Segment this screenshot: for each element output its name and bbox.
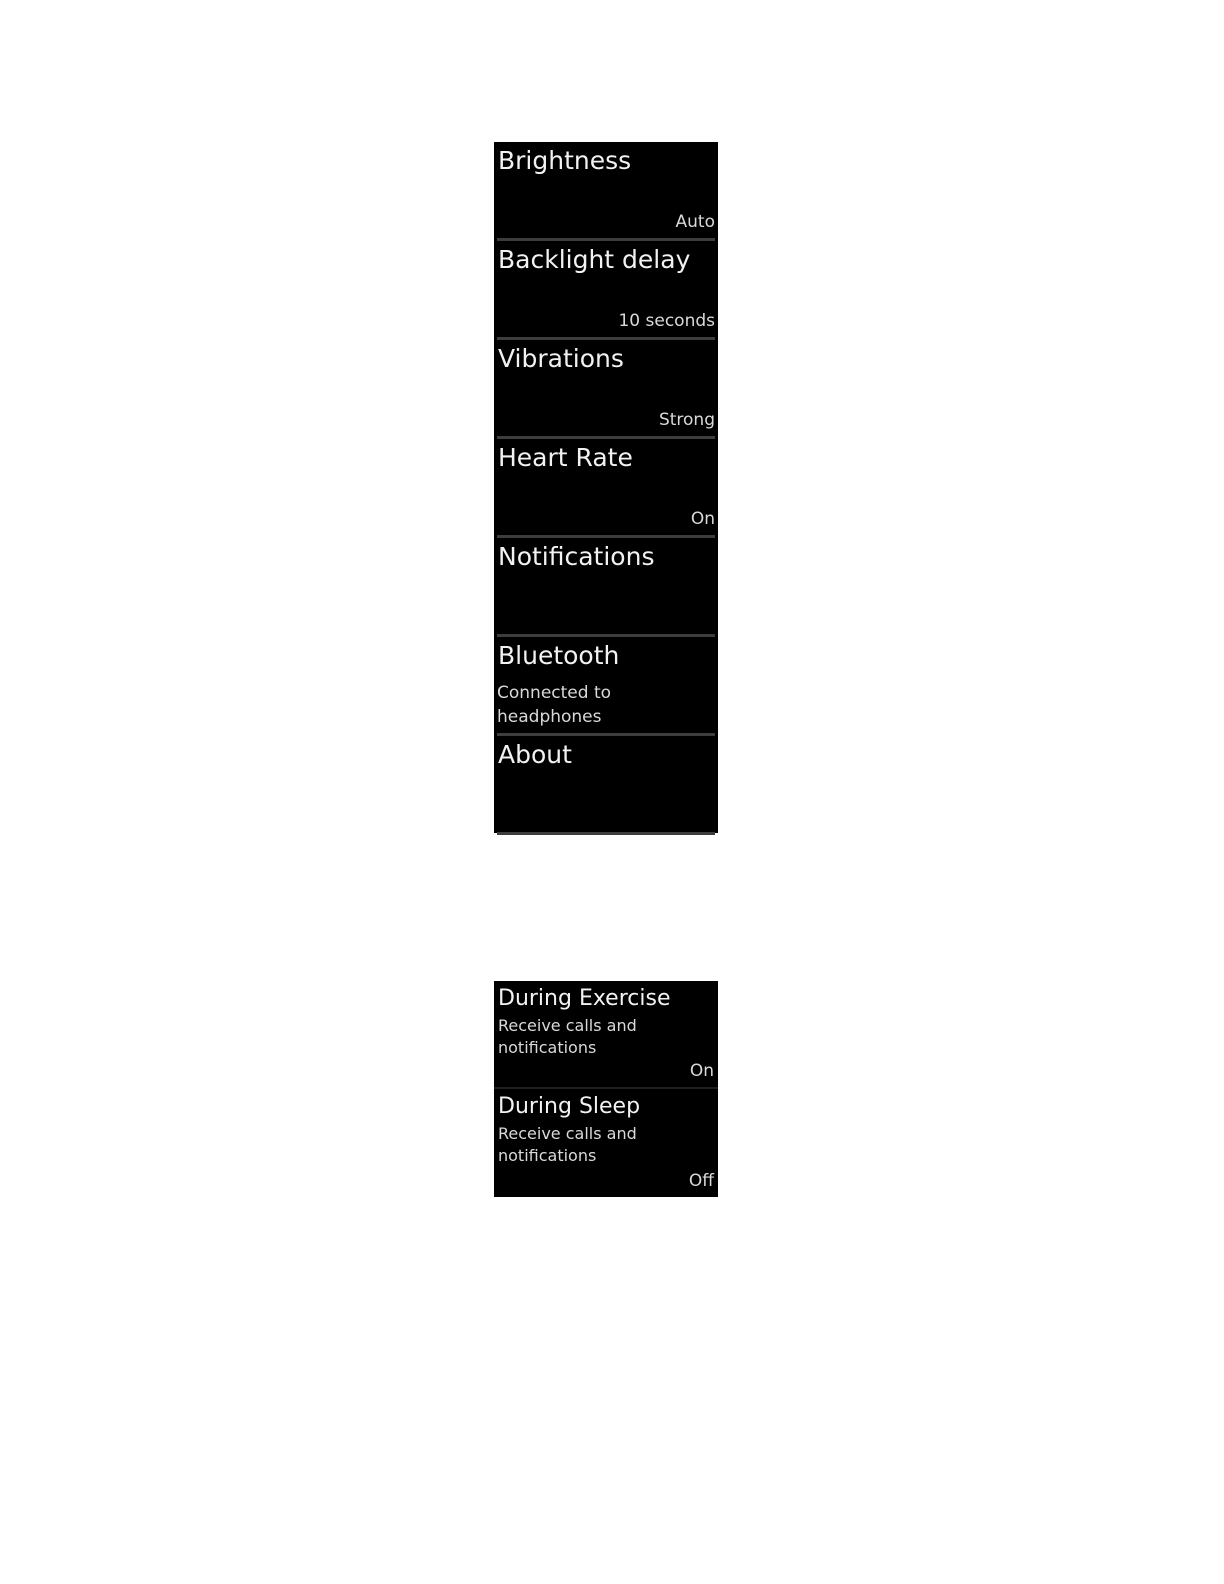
settings-item-bluetooth[interactable]	[497, 637, 715, 736]
notifications-screen	[494, 981, 718, 1197]
settings-item-value: On	[690, 509, 715, 529]
settings-item-title: Brightness	[498, 146, 632, 175]
settings-item-title: About	[498, 740, 572, 769]
notification-item-subtitle: Receive calls and notifications	[498, 1124, 637, 1165]
notification-item-value: On	[689, 1061, 714, 1081]
notification-item-title: During Exercise	[498, 986, 671, 1011]
settings-item-value: Auto	[675, 212, 715, 232]
settings-item-vibrations[interactable]	[497, 340, 715, 439]
notification-item-during-exercise[interactable]	[494, 981, 718, 1089]
notification-item-subtitle: Receive calls and notifications	[498, 1016, 637, 1057]
settings-item-backlight-delay[interactable]	[497, 241, 715, 340]
settings-item-subtitle: Connected to headphones	[497, 683, 612, 727]
settings-item-title: Vibrations	[498, 344, 624, 373]
settings-item-brightness[interactable]	[497, 142, 715, 241]
settings-item-value: 10 seconds	[618, 311, 715, 331]
settings-screen	[494, 142, 718, 833]
settings-item-title: Heart Rate	[498, 443, 633, 472]
settings-item-value: Strong	[658, 410, 715, 430]
settings-item-title: Bluetooth	[498, 641, 620, 670]
settings-item-title: Notifications	[498, 542, 655, 571]
notification-item-during-sleep[interactable]	[494, 1089, 718, 1197]
settings-item-notifications[interactable]	[497, 538, 715, 637]
settings-item-title: Backlight delay	[498, 245, 691, 274]
settings-item-about[interactable]	[497, 736, 715, 835]
notification-item-title: During Sleep	[498, 1094, 641, 1119]
notification-item-value: Off	[688, 1171, 714, 1191]
settings-item-heart-rate[interactable]	[497, 439, 715, 538]
